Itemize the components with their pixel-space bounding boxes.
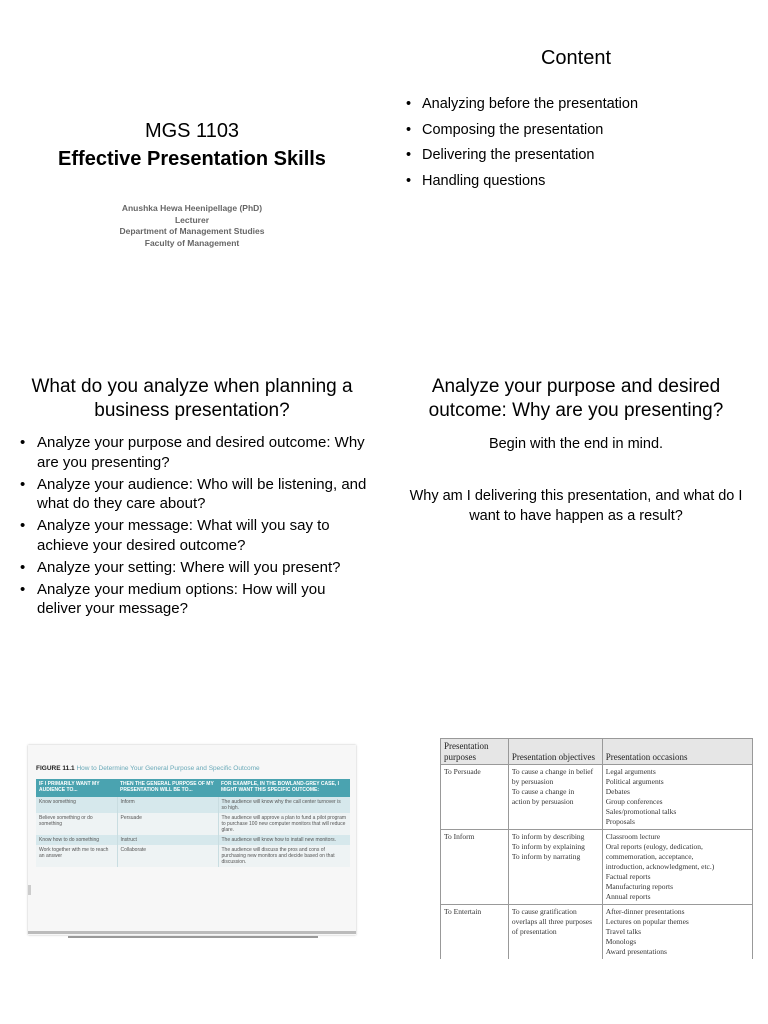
table-cell: Persuade <box>117 813 218 835</box>
column-header: FOR EXAMPLE, IN THE BOWLAND-GREY CASE, I MIGHT WANT THIS SPECIFIC OUTCOME: <box>218 779 350 797</box>
list-item: • Handling questions <box>406 171 638 197</box>
list-item: • Analyze your purpose and desired outcome: Why are you presenting? <box>20 433 370 472</box>
author-block <box>0 203 384 249</box>
table-row <box>36 845 350 867</box>
objective-line: To cause gratification <box>511 907 577 916</box>
table-header-row <box>36 779 350 797</box>
table-cell: Work together with me to reach an answer <box>36 845 117 867</box>
column-header: Presentation objectives <box>508 739 602 765</box>
table-cell: Inform <box>117 797 218 813</box>
occasion-line: Travel talks <box>605 927 642 936</box>
slide-heading: Analyze your purpose and desired outcome: Why are you presenting? <box>428 376 724 421</box>
purpose-cell: To Entertain <box>441 905 509 960</box>
objective-line: overlaps all three purposes <box>511 917 593 926</box>
table-cell: The audience will discuss the pros and cons of purchasing new monitors and decide based on that discussion. <box>218 845 350 867</box>
column-header: Presentation occasions <box>602 739 752 765</box>
table-row <box>441 905 753 960</box>
objectives-cell <box>508 830 602 905</box>
list-item: • Analyze your medium options: How will you deliver your message? <box>20 580 370 619</box>
objective-line: To cause a change in <box>511 787 575 796</box>
figure-table <box>36 779 350 867</box>
objectives-cell <box>508 905 602 960</box>
occasion-line: Proposals <box>605 817 635 826</box>
list-item: • Delivering the presentation <box>406 145 638 171</box>
occasion-line: Oral reports (eulogy, dedication, <box>605 842 703 851</box>
objective-line: To cause a change in belief <box>511 767 594 776</box>
table-header-row <box>441 739 753 765</box>
scroll-indicator <box>28 885 31 895</box>
purpose-cell: To Persuade <box>441 765 509 830</box>
list-item: • Analyze your setting: Where will you present? <box>20 558 370 578</box>
objective-line: To inform by describing <box>511 832 585 841</box>
occasion-line: Political arguments <box>605 777 664 786</box>
occasions-cell <box>602 765 752 830</box>
list-item: • Analyze your audience: Who will be listening, and what do they care about? <box>20 475 370 514</box>
occasions-cell <box>602 830 752 905</box>
table-row <box>36 797 350 813</box>
occasion-line: After-dinner presentations <box>605 907 685 916</box>
course-title: Effective Presentation Skills <box>58 148 326 170</box>
guiding-question: Why am I delivering this presentation, and what do I want to have happen as a result? <box>409 488 743 524</box>
table-row <box>36 835 350 845</box>
figure-caption-text: How to Determine Your General Purpose and Specific Outcome <box>76 765 260 772</box>
table-cell: Believe something or do something <box>36 813 117 835</box>
list-item: • Analyzing before the presentation <box>406 94 638 120</box>
list-item: • Composing the presentation <box>406 120 638 146</box>
column-header: IF I PRIMARILY WANT MY AUDIENCE TO... <box>36 779 117 797</box>
content-list <box>406 94 638 196</box>
author-role: Lecturer <box>174 214 209 225</box>
figure-scrollbar-thumb <box>68 936 318 938</box>
occasion-line: commemoration, acceptance, <box>605 852 694 861</box>
table-cell: Instruct <box>117 835 218 845</box>
table-cell: Know something <box>36 797 117 813</box>
table-row <box>441 830 753 905</box>
figure-label: FIGURE 11.1 <box>36 765 75 772</box>
column-header: Presentation purposes <box>441 739 509 765</box>
occasion-line: Debates <box>605 787 630 796</box>
purpose-cell: To Inform <box>441 830 509 905</box>
table-row <box>36 813 350 835</box>
occasion-line: Monologs <box>605 937 637 946</box>
figure-bottom-bar <box>28 931 356 934</box>
figure-caption <box>36 765 260 772</box>
occasion-line: Lectures on popular themes <box>605 917 689 926</box>
objective-line: action by persuasion <box>511 797 574 806</box>
objective-line: To inform by narrating <box>511 852 581 861</box>
slide-heading: What do you analyze when planning a business presentation? <box>31 376 353 421</box>
table-cell: The audience will know how to install new monitors. <box>218 835 350 845</box>
course-code: MGS 1103 <box>144 120 240 142</box>
occasion-line: introduction, acknowledgment, etc.) <box>605 862 715 871</box>
table-cell: The audience will approve a plan to fund a pilot program to purchase 100 new computer monitors that will reduce glare. <box>218 813 350 835</box>
author-name: Anushka Hewa Heenipellage (PhD) <box>121 203 263 213</box>
occasion-line: Award presentations <box>605 947 667 956</box>
occasion-line: Classroom lecture <box>605 832 661 841</box>
table-cell: The audience will know why the call center turnover is so high. <box>218 797 350 813</box>
occasions-cell <box>602 905 752 960</box>
occasion-line: Manufacturing reports <box>605 882 674 891</box>
occasion-line: Factual reports <box>605 872 651 881</box>
occasion-line: Legal arguments <box>605 767 656 776</box>
table-cell: Collaborate <box>117 845 218 867</box>
objective-line: of presentation <box>511 927 557 936</box>
objectives-cell <box>508 765 602 830</box>
author-faculty: Faculty of Management <box>144 237 240 248</box>
figure-purpose-outcome <box>28 745 356 935</box>
slide-subtitle: Begin with the end in mind. <box>488 436 664 452</box>
analysis-list <box>20 433 370 621</box>
objective-line: To inform by explaining <box>511 842 585 851</box>
table-row <box>441 765 753 830</box>
list-item: • Analyze your message: What will you say to achieve your desired outcome? <box>20 516 370 555</box>
occasion-line: Group conferences <box>605 797 663 806</box>
slide-heading: Content <box>540 47 612 69</box>
table-cell: Know how to do something <box>36 835 117 845</box>
author-department: Department of Management Studies <box>119 226 265 236</box>
objective-line: by persuasion <box>511 777 554 786</box>
occasion-line: Sales/promotional talks <box>605 807 677 816</box>
column-header: THEN THE GENERAL PURPOSE OF MY PRESENTATION WILL BE TO... <box>117 779 218 797</box>
occasion-line: Annual reports <box>605 892 651 901</box>
purposes-table <box>440 738 753 959</box>
